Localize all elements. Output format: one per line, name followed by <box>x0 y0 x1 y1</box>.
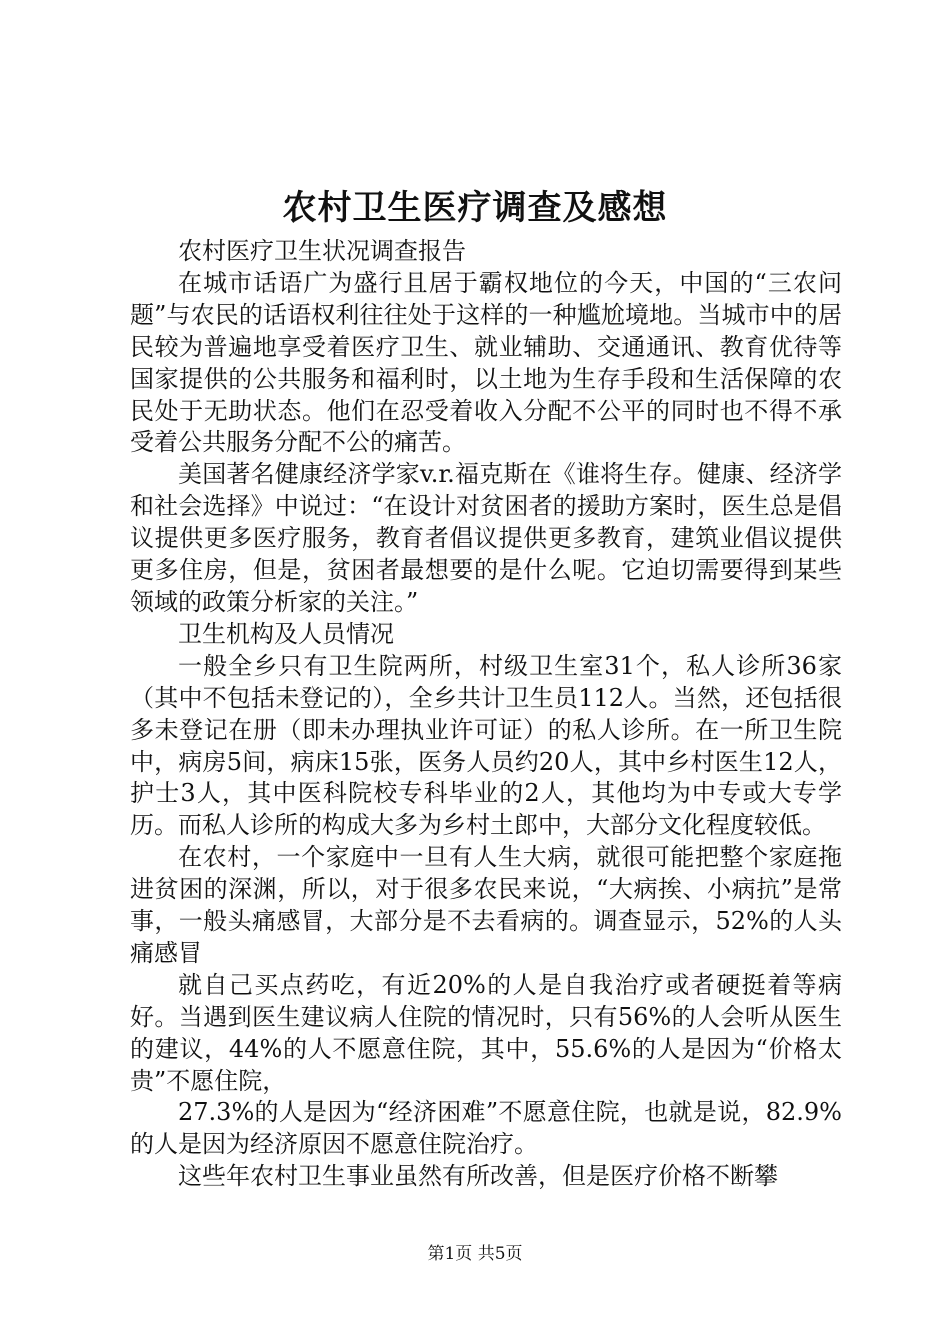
paragraph-intro: 在城市话语广为盛行且居于霸权地位的今天，中国的“三农问题”与农民的话语权利往往处于这样的一种尴尬境地。当城市中的居民较为普遍地享受着医疗卫生、就业辅助、交通通讯、教育优待等国家提供的公共服务和福利时，以土地为生存手段和生活保障的农民处于无助状态。他们在忍受着收入分配不公平的同时也不得不承受着公共服务分配不公的痛苦。 <box>130 268 842 457</box>
page-number: 第1页 共5页 <box>427 1244 523 1264</box>
document-title: 农村卫生医疗调查及感想 <box>282 188 668 228</box>
paragraph-institutions: 一般全乡只有卫生院两所，村级卫生室31个，私人诊所36家（其中不包括未登记的），全乡共计卫生员112人。当然，还包括很多未登记在册（即未办理执业许可证）的私人诊所。在一所卫生院中，病房5间，病床15张，医务人员约20人，其中乡村医生12人，护士3人，其中医科院校专科毕业的2人，其他均为中专或大专学历。而私人诊所的构成大多为乡村土郎中，大部分文化程度较低。 <box>130 651 842 840</box>
paragraph-continuation: 这些年农村卫生事业虽然有所改善，但是医疗价格不断攀 <box>178 1162 778 1191</box>
paragraph-quote: 美国著名健康经济学家v.r.福克斯在《谁将生存。健康、经济学和社会选择》中说过：“在设计对贫困者的援助方案时，医生总是倡议提供更多医疗服务，教育者倡议提供更多教育，建筑业倡议提供更多住房，但是，贫困者最想要的是什么呢。它迫切需要得到某些领域的政策分析家的关注。” <box>130 460 842 616</box>
paragraph-self-treatment: 就自己买点药吃，有近20%的人是自我治疗或者硬挺着等病好。当遇到医生建议病人住院的情况时，只有56%的人会听从医生的建议，44%的人不愿意住院，其中，55.6%的人是因为“价格太贵”不愿住院， <box>130 970 842 1095</box>
paragraph-rural-illness: 在农村，一个家庭中一旦有人生大病，就很可能把整个家庭拖进贫困的深渊，所以，对于很多农民来说，“大病挨、小病抗”是常事，一般头痛感冒，大部分是不去看病的。调查显示，52%的人头痛感冒 <box>130 843 842 967</box>
paragraph-economic-reasons: 27.3%的人是因为“经济困难”不愿意住院，也就是说，82.9%的人是因为经济原因不愿意住院治疗。 <box>130 1098 842 1159</box>
document-body <box>130 236 842 1193</box>
section-heading: 卫生机构及人员情况 <box>178 619 394 648</box>
report-subtitle: 农村医疗卫生状况调查报告 <box>178 237 466 265</box>
